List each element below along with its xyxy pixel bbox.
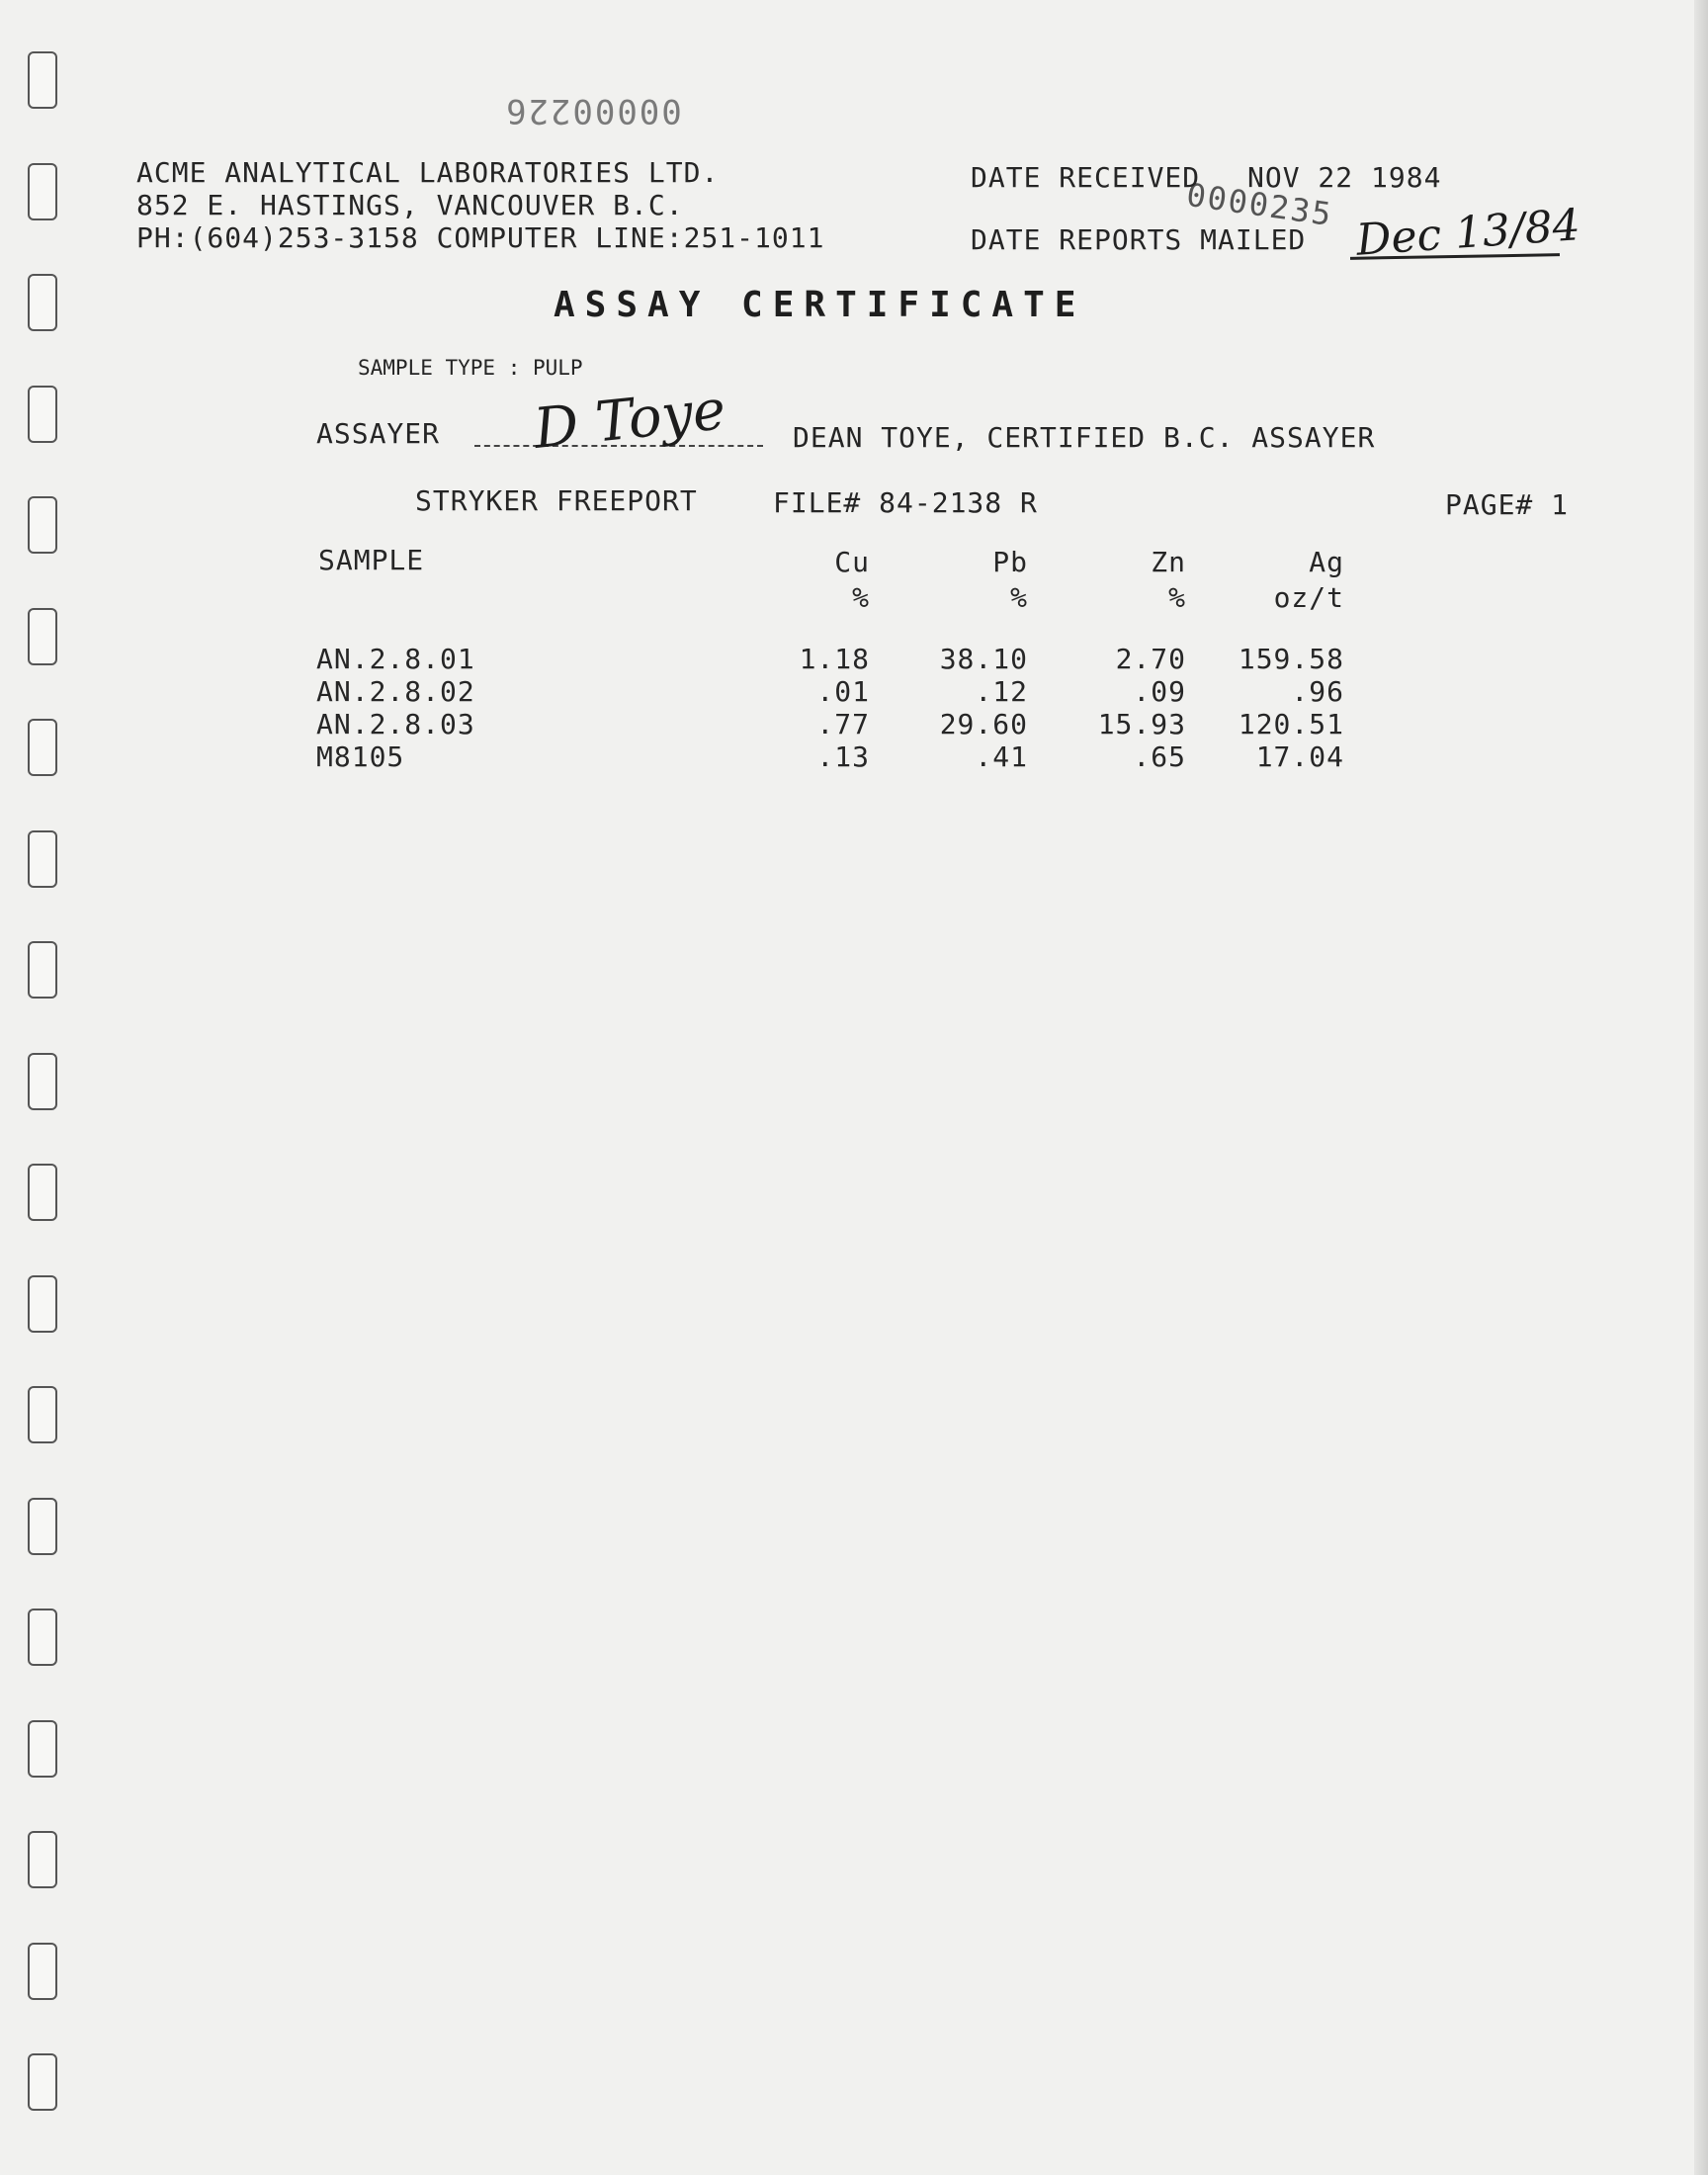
assayer-name: DEAN TOYE, CERTIFIED B.C. ASSAYER [793, 421, 1376, 454]
binder-hole [28, 1386, 57, 1443]
assay-value: 1.18 [799, 643, 870, 675]
binder-holes [28, 51, 63, 2128]
sample-id: M8105 [316, 740, 405, 773]
binder-hole [28, 1720, 57, 1778]
binder-hole [28, 941, 57, 999]
assay-value: .96 [1291, 675, 1344, 708]
assay-value: 17.04 [1255, 740, 1344, 773]
binder-hole [28, 1609, 57, 1666]
assay-value: .77 [816, 708, 870, 740]
stamp-number-mid: 0000235 [1184, 175, 1335, 234]
assay-value: 38.10 [939, 643, 1028, 675]
column-unit-2: % [1168, 581, 1186, 614]
sample-type: SAMPLE TYPE : PULP [358, 356, 583, 380]
binder-hole [28, 496, 57, 554]
binder-hole [28, 163, 57, 220]
binder-hole [28, 719, 57, 776]
column-unit-3: oz/t [1273, 581, 1344, 614]
date-received-label: DATE RECEIVED [971, 161, 1201, 194]
column-header-1: Pb [992, 546, 1028, 578]
binder-hole [28, 51, 57, 109]
assay-value: 120.51 [1238, 708, 1344, 740]
date-mailed-label: DATE REPORTS MAILED [971, 223, 1307, 256]
binder-hole [28, 608, 57, 665]
date-received-value: NOV 22 1984 [1247, 161, 1442, 194]
assay-value: .65 [1133, 740, 1186, 773]
page-number: PAGE# 1 [1445, 488, 1570, 521]
stamp-number-top: 00000226 [504, 91, 682, 130]
lab-phone: PH:(604)253-3158 COMPUTER LINE:251-1011 [136, 221, 825, 254]
binder-hole [28, 1943, 57, 2000]
binder-hole [28, 1498, 57, 1555]
sample-column-header: SAMPLE [318, 544, 425, 576]
assay-value: .09 [1133, 675, 1186, 708]
column-header-2: Zn [1151, 546, 1186, 578]
sample-id: AN.2.8.01 [316, 643, 475, 675]
assayer-label: ASSAYER [316, 417, 441, 450]
assay-value: 15.93 [1097, 708, 1186, 740]
binder-hole [28, 1275, 57, 1333]
binder-hole [28, 386, 57, 443]
column-header-3: Ag [1309, 546, 1344, 578]
column-header-0: Cu [834, 546, 870, 578]
lab-address: 852 E. HASTINGS, VANCOUVER B.C. [136, 189, 684, 221]
assay-value: .13 [816, 740, 870, 773]
assay-value: 159.58 [1238, 643, 1344, 675]
column-unit-1: % [1010, 581, 1028, 614]
assay-value: .41 [975, 740, 1028, 773]
file-number: FILE# 84-2138 R [773, 486, 1038, 519]
page-edge [1694, 0, 1708, 2175]
binder-hole [28, 1164, 57, 1221]
binder-hole [28, 1831, 57, 1888]
column-unit-0: % [852, 581, 870, 614]
assay-value: .12 [975, 675, 1028, 708]
sample-id: AN.2.8.02 [316, 675, 475, 708]
assayer-signature: D Toye [531, 378, 729, 462]
sample-id: AN.2.8.03 [316, 708, 475, 740]
document-title: ASSAY CERTIFICATE [554, 285, 1086, 325]
assay-value: .01 [816, 675, 870, 708]
binder-hole [28, 830, 57, 888]
date-mailed-handwritten: Dec 13/84 [1354, 200, 1582, 266]
binder-hole [28, 2053, 57, 2111]
assay-value: 2.70 [1115, 643, 1186, 675]
binder-hole [28, 274, 57, 331]
assay-value: 29.60 [939, 708, 1028, 740]
project-name: STRYKER FREEPORT [415, 484, 698, 517]
lab-name: ACME ANALYTICAL LABORATORIES LTD. [136, 156, 720, 189]
binder-hole [28, 1053, 57, 1110]
